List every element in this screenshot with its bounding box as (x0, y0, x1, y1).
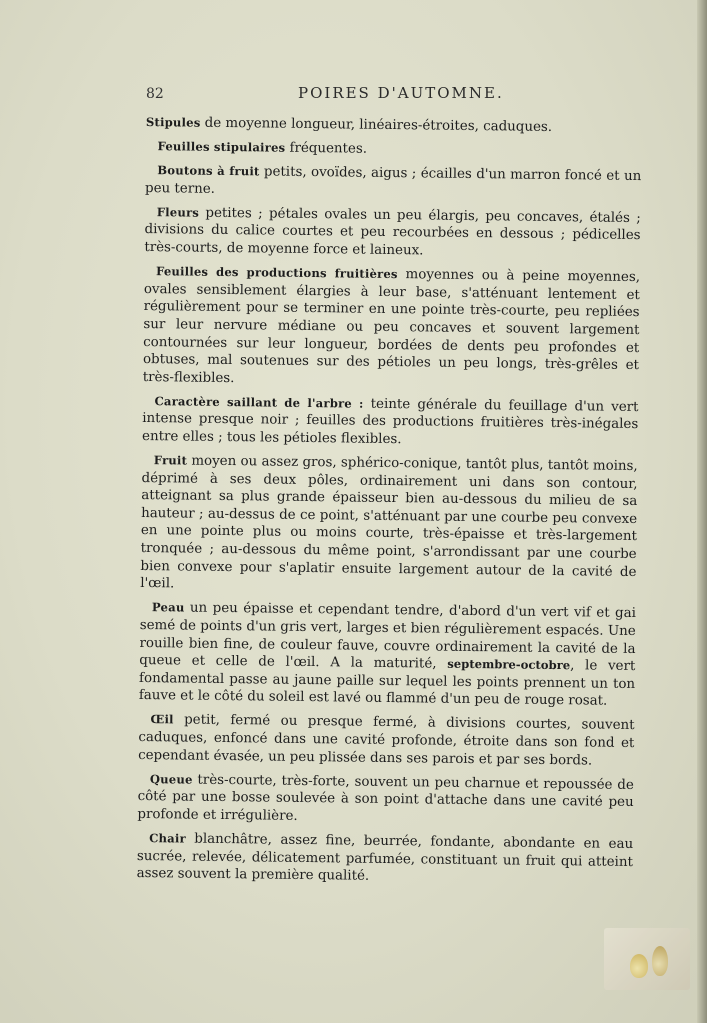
term-label: Feuilles stipulaires (157, 139, 286, 155)
term-label: Queue (149, 771, 193, 787)
paragraph-feuilles-productions (143, 263, 640, 392)
page-number: 82 (146, 86, 164, 102)
term-label: Caractère saillant de l'arbre : (154, 393, 364, 411)
paragraph-text: un peu épaisse et cependant tendre, d'abord d'un vert vif et gai semé de points d'un gris vert, larges et bien régulièrement espacés. Une rouille bien fine, de couleur fauve, couvre ordinairement la cavité de la queue et celle de l'œil. A la maturité, (139, 600, 637, 672)
paragraph-text: de moyenne longueur, linéaires-étroites, caduques. (200, 115, 553, 135)
paragraph-text: blanchâtre, assez fine, beurrée, fondante, abondante en eau sucrée, relevée, délicatement parfumée, constituant un fruit qui atteint assez souvent la première qualité. (136, 831, 634, 884)
paragraph-boutons (145, 162, 641, 203)
term-label: Chair (149, 831, 186, 846)
running-title: POIRES D'AUTOMNE. (298, 84, 504, 102)
term-label: Œil (150, 712, 174, 727)
pear-icon (652, 946, 668, 976)
paragraph-fleurs (144, 204, 641, 263)
paragraph-text: fréquentes. (285, 140, 368, 157)
paragraph-peau (139, 599, 636, 711)
corner-pear-thumbnail (604, 928, 690, 990)
paragraph-oeil (138, 711, 635, 770)
paragraph-text: moyennes ou à peine moyennes, ovales sensiblement élargies à leur base, s'atténuant lentement et régulièrement pour se terminer en une pointe très-courte, peu repliées sur leur nervure médiane ou peu concaves et souvent largement contournées sur leur longueur, bordées de dents peu profondes et obtuses, mal soutenues sur des pétioles un peu longs, très-grêles et très-flexibles. (142, 267, 641, 386)
paragraph-text: petites ; pétales ovales un peu élargis, peu concaves, étalés ; divisions du calice courtes et peu recourbées en dessous ; pédicelles très-courts, de moyenne force et laineux. (144, 205, 641, 259)
pear-icon (630, 954, 648, 978)
term-label: Fruit (153, 453, 188, 468)
paragraph-stipules (146, 114, 642, 138)
paragraph-caractere (142, 393, 639, 452)
paragraph-text: petit, fermé ou presque fermé, à divisions courtes, souvent caduques, enfoncé dans une cavité profonde, étroite dans son fond et cependant évasée, un peu plissée dans ses parois et par ses bords. (138, 712, 635, 769)
paragraph-queue (137, 771, 634, 830)
term-label: Stipules (145, 114, 201, 130)
paragraph-feuilles-stipulaires (145, 138, 641, 162)
paragraph-text: teinte générale du feuillage d'un vert intense presque noir ; feuilles des productions fruitières très-inégales entre elles ; tous les pétioles flexibles. (141, 396, 639, 448)
paragraph-text-continued: , le vert fondamental passe au jaune paille sur lequel les points prennent un ton fauve et le côté du soleil est lavé ou flammé d'un peu de rouge rosat. (138, 658, 636, 709)
term-label: Feuilles des productions fruitières (155, 264, 398, 282)
paragraph-text: moyen ou assez gros, sphérico-conique, tantôt plus, tantôt moins, déprimé à ses deux pôles, ordinairement uni dans son contour, atteignant sa plus grande épaisseur bien au-dessous du milieu de sa hauteur ; au-dessus de ce point, s'atténuant par une courbe peu convexe en une pointe plus ou moins courte, très-épaisse et très-largement tronquée ; au-dessous du même point, s'arrondissant par une courbe bien convexe pour s'aplatir ensuite largement autour de la cavité de l'œil. (140, 453, 638, 592)
paragraph-text: petits, ovoïdes, aigus ; écailles d'un marron foncé et un peu terne. (145, 164, 642, 197)
paragraph-chair (137, 830, 634, 889)
paragraph-fruit (140, 452, 638, 599)
book-spine-shadow (697, 0, 707, 1023)
term-label: Boutons à fruit (157, 163, 260, 179)
term-label: Peau (151, 600, 185, 615)
season-label: septembre-octobre (447, 656, 571, 673)
term-label: Fleurs (156, 205, 200, 220)
paragraph-text: très-courte, très-forte, souvent un peu charnue et repoussée de côté par une bosse soulevée à son point d'attache dans une cavité peu profonde et irrégulière. (137, 772, 634, 824)
description-text-block (137, 114, 642, 895)
